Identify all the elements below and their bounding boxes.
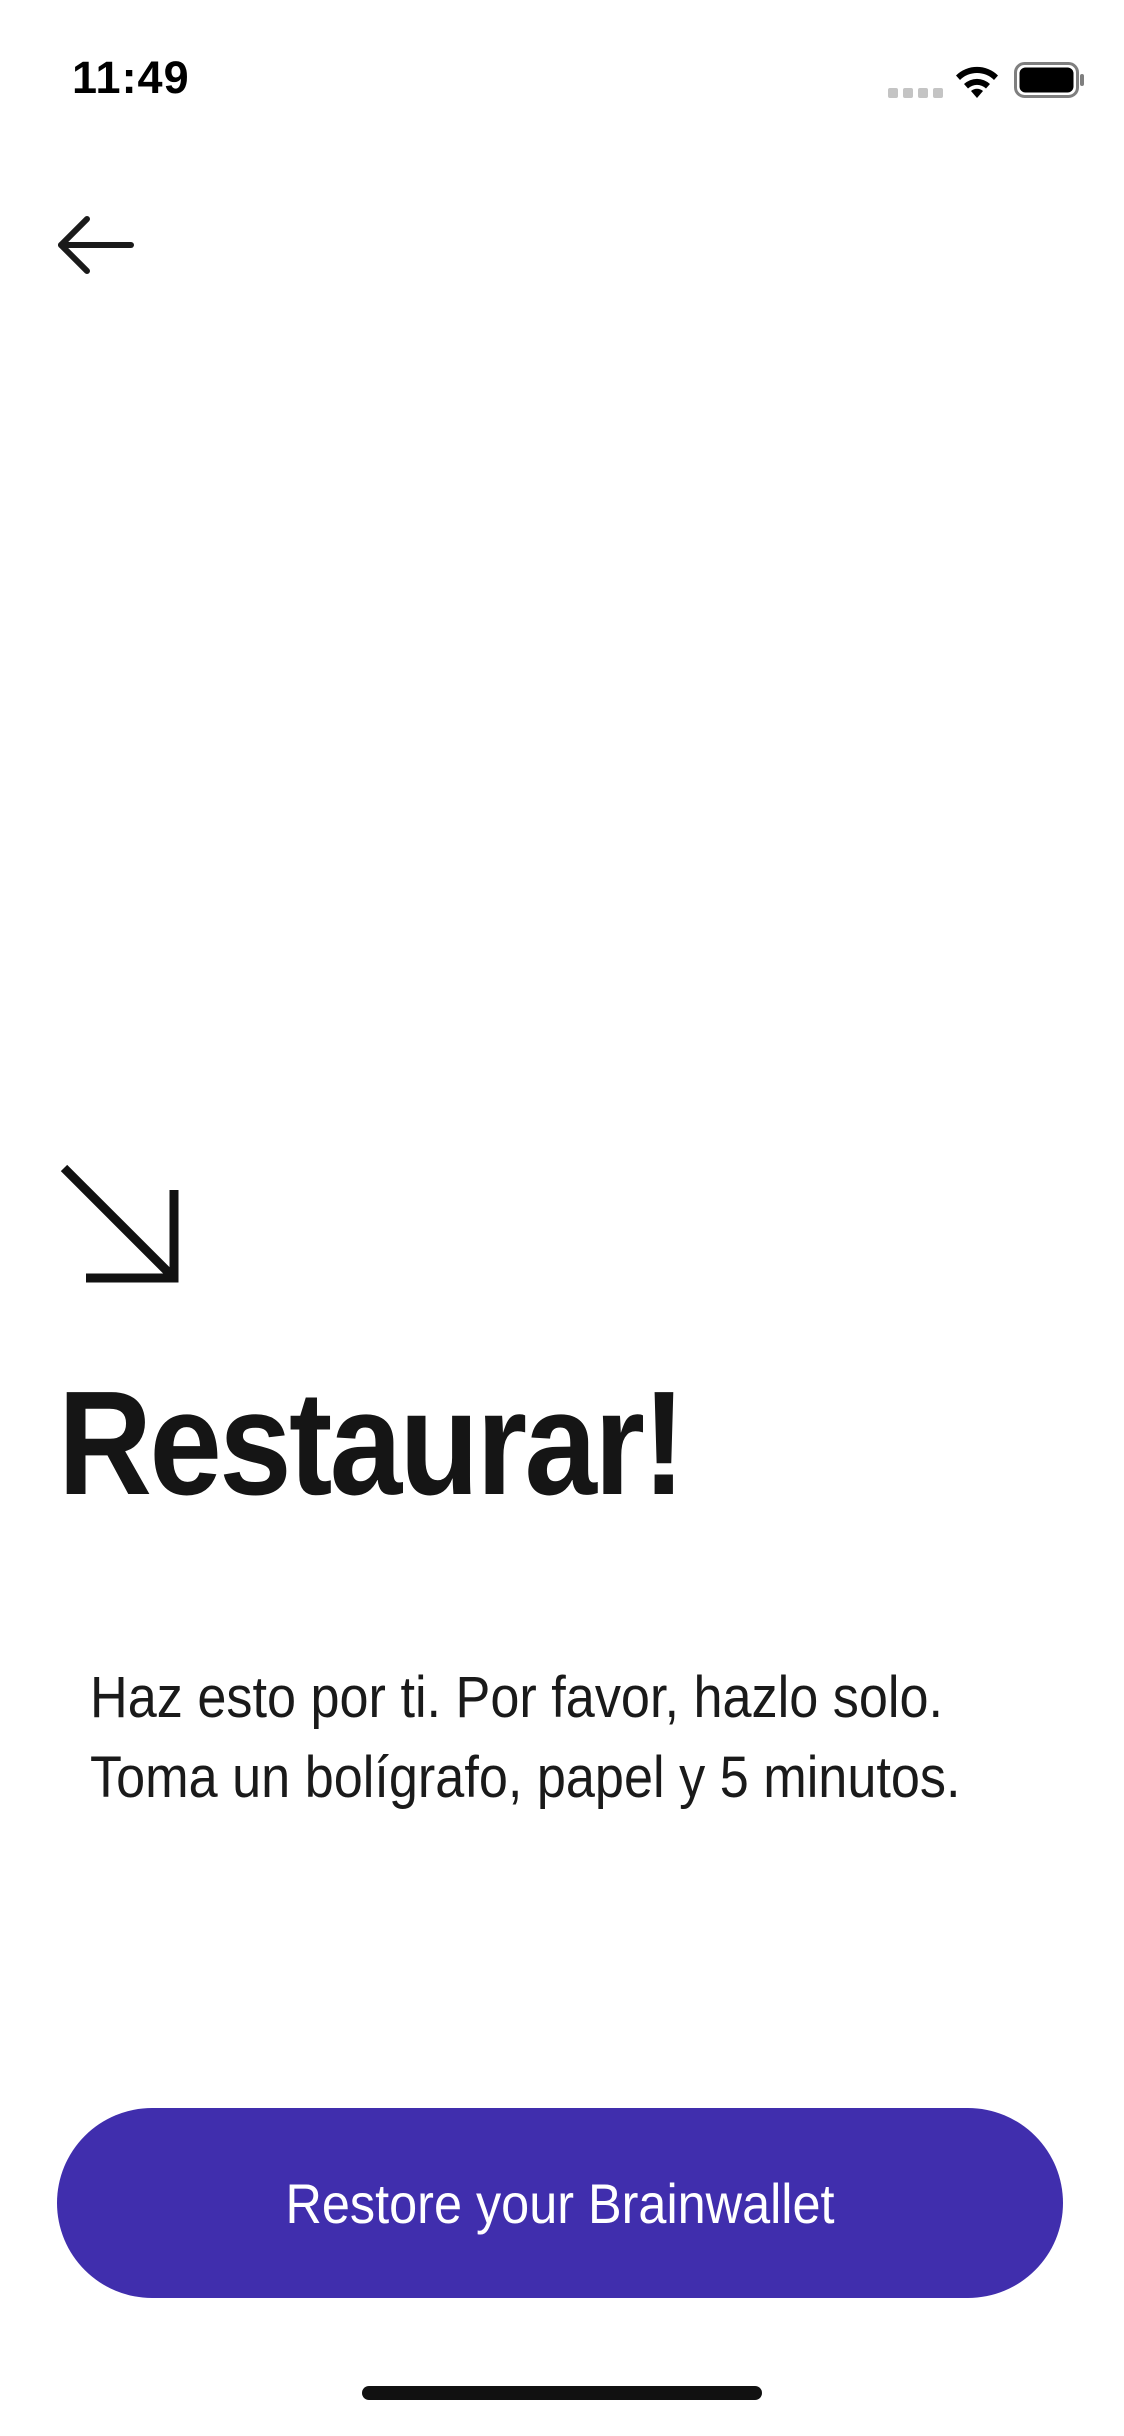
restore-button[interactable]	[57, 2108, 1063, 2298]
back-button[interactable]	[40, 200, 150, 290]
page-title: Restaurar!	[58, 1361, 684, 1526]
description	[90, 1658, 990, 1818]
arrow-left-icon	[55, 213, 135, 277]
wifi-icon	[952, 60, 1002, 100]
home-indicator	[362, 2386, 762, 2400]
battery-icon	[1014, 62, 1086, 98]
cellular-signal-icon	[888, 88, 944, 98]
restore-button-label: Restore your Brainwallet	[285, 2171, 835, 2235]
status-bar	[0, 0, 1124, 140]
description-line: Haz esto por ti. Por favor, hazlo solo.	[90, 1665, 944, 1730]
arrow-down-right-icon	[56, 1160, 186, 1290]
status-time: 11:49	[72, 52, 190, 103]
description-line: Toma un bolígrafo, papel y 5 minutos.	[90, 1745, 961, 1810]
